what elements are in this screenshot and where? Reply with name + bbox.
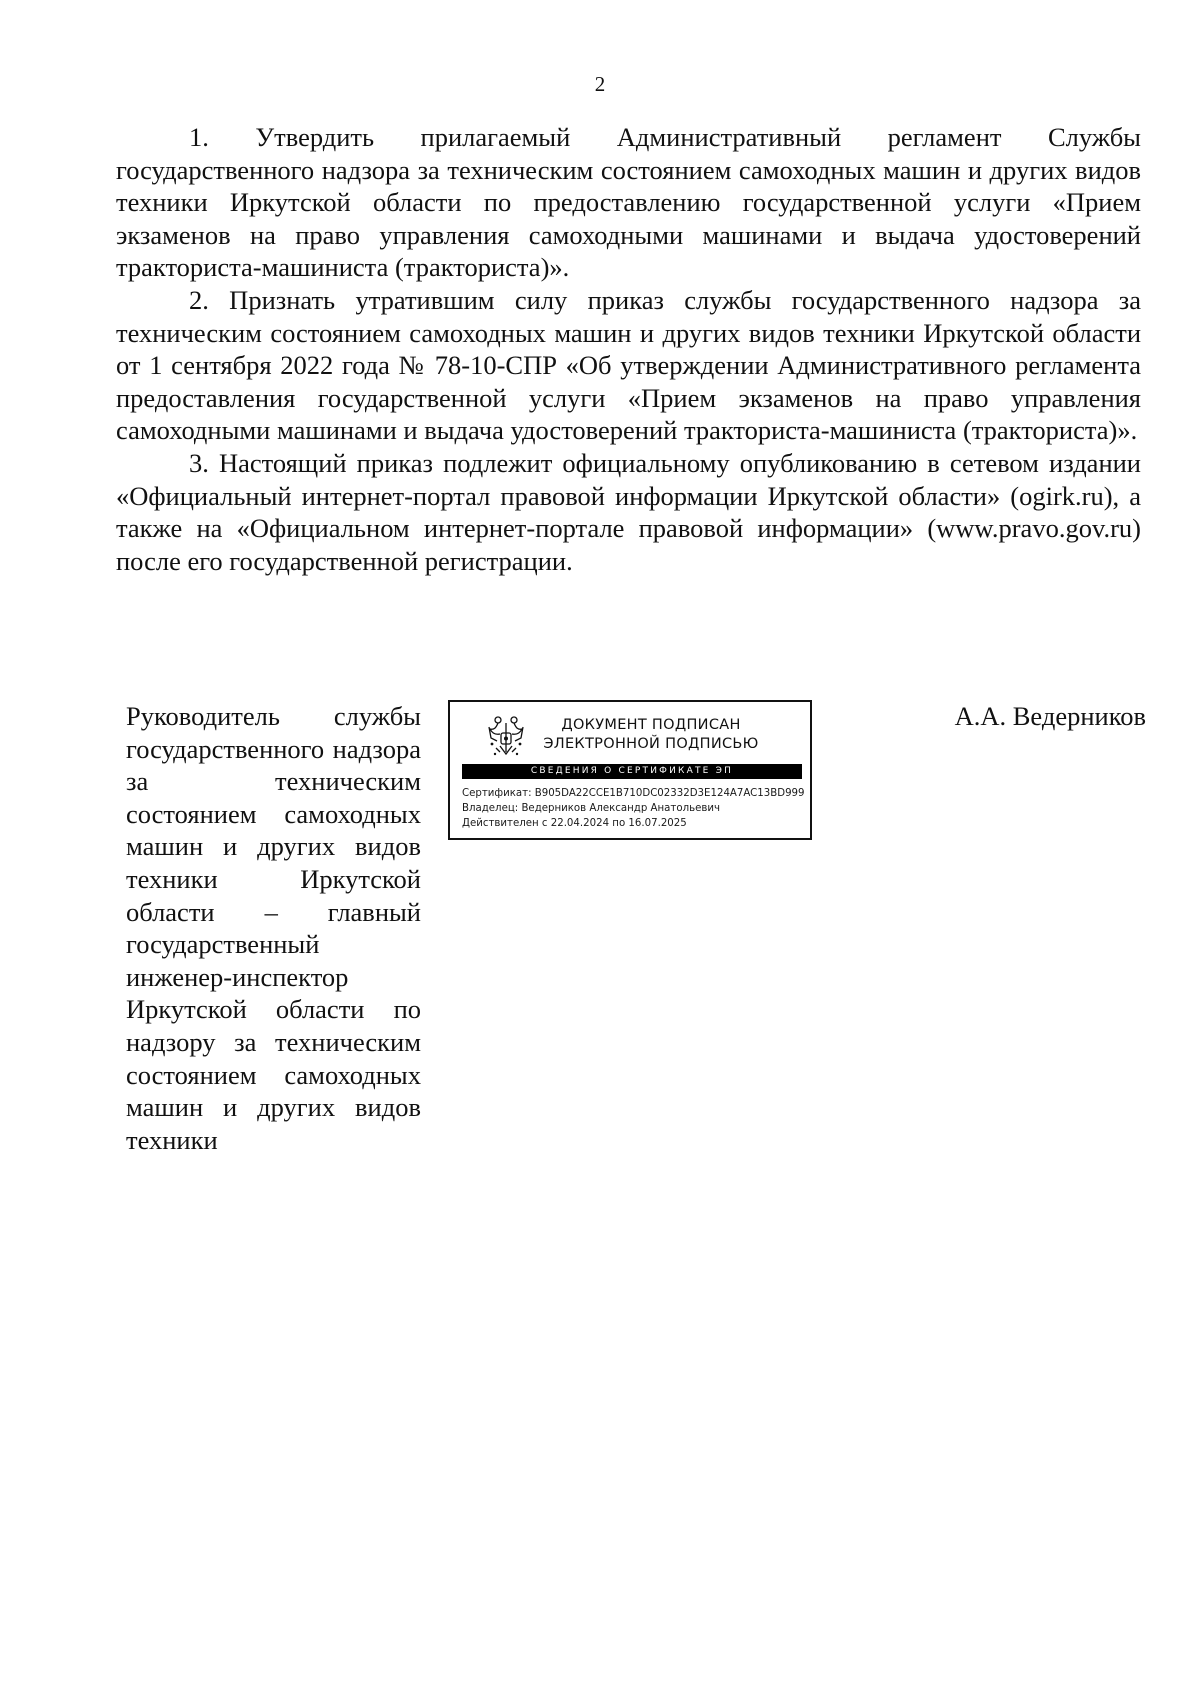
signer-title: Руководитель службы государственного надзора за техническим состоянием самоходных машин и других видов техники Иркутской области – главный государственный инженер-инспектор Иркутской области по надзору за техническим состоянием самоходных машин и других видов техники xyxy=(126,701,421,1155)
certificate-details xyxy=(462,786,810,831)
page-number: 2 xyxy=(594,72,606,96)
certificate-validity: Действителен с 22.04.2024 по 16.07.2025 xyxy=(462,818,687,829)
signer-name: А.А. Ведерников xyxy=(954,701,1146,731)
stamp-heading-line1: ДОКУМЕНТ ПОДПИСАН xyxy=(561,717,741,733)
signature-block xyxy=(116,700,1146,1220)
certificate-info-bar: СВЕДЕНИЯ О СЕРТИФИКАТЕ ЭП xyxy=(462,764,802,779)
paragraph-2: 2. Признать утратившим силу приказ службы государственного надзора за техническим состоянием самоходных машин и других видов техники Иркутской области от 1 сентября 2022 года № 78-10-СПР «Об утверждении Административного регламента предоставления государственной услуги «Прием экзаменов на право управления самоходными машинами и выдача удостоверений тракториста-машиниста (тракториста)». xyxy=(116,284,1141,446)
stamp-heading xyxy=(536,716,766,754)
certificate-owner: Владелец: Ведерников Александр Анатольевич xyxy=(462,803,721,814)
stamp-heading-line2: ЭЛЕКТРОННОЙ ПОДПИСЬЮ xyxy=(543,736,759,752)
certificate-number: Сертификат: B905DA22CCE1B710DC02332D3E124A7AC13BD999 xyxy=(462,788,805,799)
paragraph-1: 1. Утвердить прилагаемый Административный регламент Службы государственного надзора за техническим состоянием самоходных машин и других видов техники Иркутской области по предоставлению государственной услуги «Прием экзаменов на право управления самоходными машинами и выдача удостоверений тракториста-машиниста (тракториста)». xyxy=(116,122,1141,283)
electronic-signature-stamp xyxy=(448,700,812,840)
order-body xyxy=(116,121,1141,577)
coat-of-arms-icon xyxy=(486,714,526,760)
paragraph-3: 3. Настоящий приказ подлежит официальному опубликованию в сетевом издании «Официальный интернет-портал правовой информации Иркутской области» (ogirk.ru), а также на «Официальном интернет-портале правовой информации» (www.pravo.gov.ru) после его государственной регистрации. xyxy=(116,447,1141,576)
